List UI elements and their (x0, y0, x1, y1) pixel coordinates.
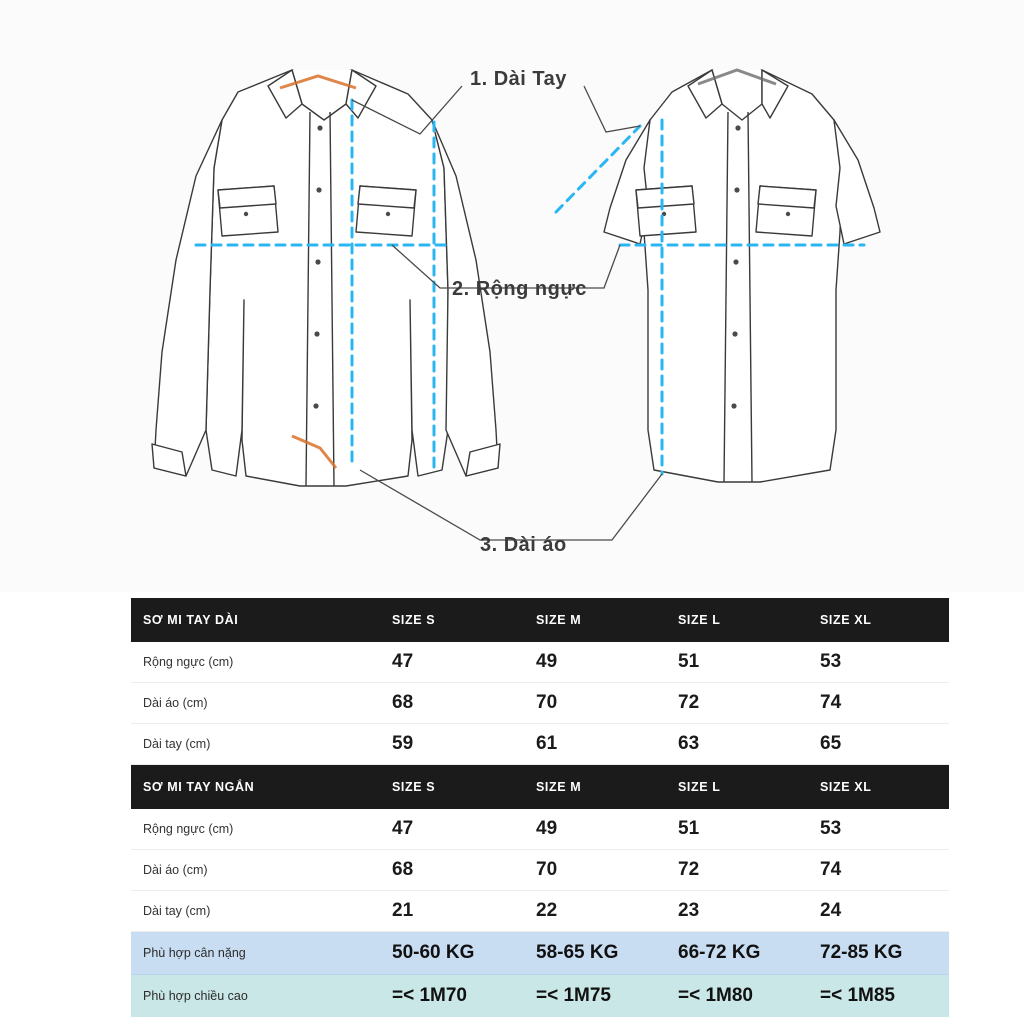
cell-value: 68 (378, 850, 524, 891)
cell-value: 51 (668, 642, 810, 683)
table-row (131, 642, 949, 683)
table-row-weight (131, 932, 949, 975)
cell-value: 68 (378, 683, 524, 724)
section-title-long-sleeve: SƠ MI TAY DÀI (131, 598, 378, 642)
column-header-size-xl: SIZE XL (810, 765, 949, 810)
column-header-size-m: SIZE M (524, 598, 668, 642)
callout-shirt-length: 3. Dài áo (480, 534, 567, 556)
column-header-size-l: SIZE L (668, 765, 810, 810)
row-label: Dài tay (cm) (131, 724, 378, 765)
cell-value: 51 (668, 809, 810, 850)
column-header-size-l: SIZE L (668, 598, 810, 642)
cell-value: 72 (668, 683, 810, 724)
cell-value: 72-85 KG (810, 932, 949, 975)
cell-value: =< 1M85 (810, 975, 949, 1018)
callout-sleeve-length: 1. Dài Tay (470, 68, 567, 90)
size-table (131, 598, 949, 1017)
cell-value: 74 (810, 850, 949, 891)
cell-value: 72 (668, 850, 810, 891)
column-header-size-xl: SIZE XL (810, 598, 949, 642)
table-row (131, 891, 949, 932)
section-title-short-sleeve: SƠ MI TAY NGẮN (131, 765, 378, 810)
cell-value: 70 (524, 683, 668, 724)
row-label: Phù hợp chiều cao (131, 975, 378, 1018)
column-header-size-m: SIZE M (524, 765, 668, 810)
column-header-size-s: SIZE S (378, 598, 524, 642)
table-header-short-sleeve (131, 765, 949, 810)
size-table-wrapper (131, 598, 903, 1017)
cell-value: 66-72 KG (668, 932, 810, 975)
row-label: Dài tay (cm) (131, 891, 378, 932)
cell-value: 47 (378, 809, 524, 850)
row-label: Dài áo (cm) (131, 683, 378, 724)
cell-value: 53 (810, 642, 949, 683)
cell-value: 58-65 KG (524, 932, 668, 975)
short-sleeve-shirt-illustration (604, 70, 880, 482)
table-row (131, 809, 949, 850)
row-label: Rộng ngực (cm) (131, 809, 378, 850)
table-row-height (131, 975, 949, 1018)
cell-value: 53 (810, 809, 949, 850)
column-header-size-s: SIZE S (378, 765, 524, 810)
leader-shirt-length (360, 470, 662, 540)
cell-value: =< 1M75 (524, 975, 668, 1018)
table-row (131, 724, 949, 765)
cell-value: 24 (810, 891, 949, 932)
cell-value: 65 (810, 724, 949, 765)
cell-value: 59 (378, 724, 524, 765)
table-row (131, 683, 949, 724)
cell-value: 49 (524, 642, 668, 683)
row-label: Rộng ngực (cm) (131, 642, 378, 683)
long-sleeve-shirt-illustration (152, 70, 500, 486)
cell-value: =< 1M70 (378, 975, 524, 1018)
cell-value: 74 (810, 683, 949, 724)
cell-value: 21 (378, 891, 524, 932)
cell-value: 49 (524, 809, 668, 850)
cell-value: 63 (668, 724, 810, 765)
cell-value: 23 (668, 891, 810, 932)
row-label: Dài áo (cm) (131, 850, 378, 891)
table-row (131, 850, 949, 891)
callout-chest-width: 2. Rộng ngực (452, 278, 587, 300)
cell-value: =< 1M80 (668, 975, 810, 1018)
table-header-long-sleeve (131, 598, 949, 642)
cell-value: 47 (378, 642, 524, 683)
cell-value: 70 (524, 850, 668, 891)
row-label: Phù hợp cân nặng (131, 932, 378, 975)
cell-value: 61 (524, 724, 668, 765)
cell-value: 50-60 KG (378, 932, 524, 975)
cell-value: 22 (524, 891, 668, 932)
